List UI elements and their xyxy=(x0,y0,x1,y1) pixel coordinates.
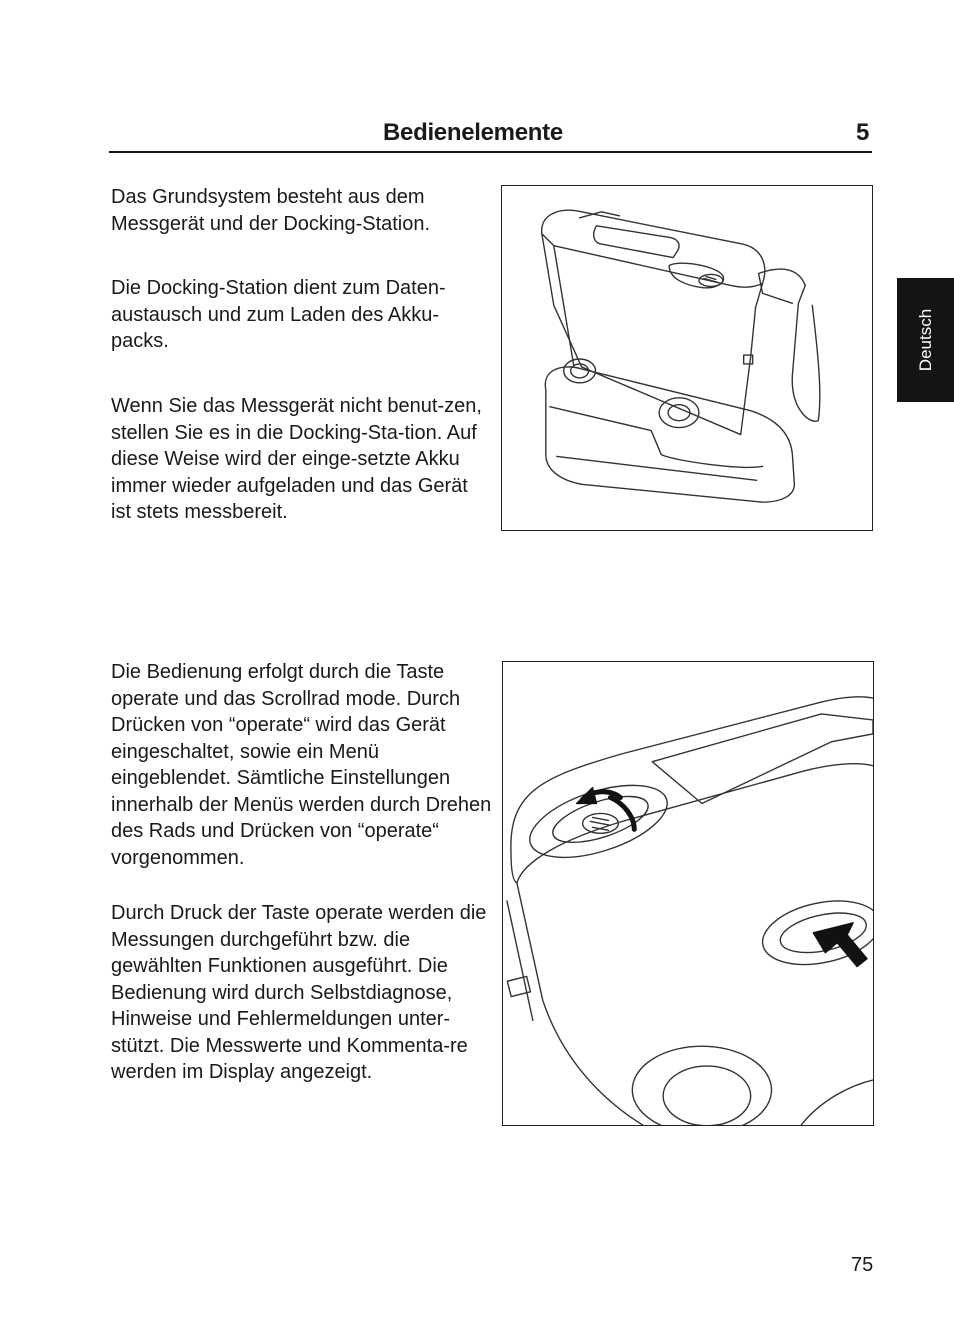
language-tab xyxy=(897,278,954,402)
paragraph-docking-station: Die Docking-Station dient zum Daten-austausch und zum Laden des Akku-packs. xyxy=(111,277,446,352)
paragraph-messbereit: Wenn Sie das Messgerät nicht benut-zen, stellen Sie es in die Docking-Sta-tion. Auf diese Weise wird der einge-setzte Akku immer wieder aufgeladen und das Gerät ist stets messbereit. xyxy=(111,395,482,523)
scroll-wheel-and-operate-button-illustration xyxy=(503,662,873,1125)
page-title: Bedienelemente xyxy=(383,119,563,146)
paragraph-bedienung: Die Bedienung erfolgt durch die Taste operate und das Scrollrad mode. Durch Drücken von “operate“ wird das Gerät eingeschaltet, sowie ein Menü eingeblendet. Sämtliche Einstellungen innerhalb der Menüs werden durch Drehen des Rads und Drücken von “operate“ vorgenommen. xyxy=(111,661,492,869)
paragraph-operate-taste: Durch Druck der Taste operate werden die Messungen durchgeführt bzw. die gewählten Funktionen ausgeführt. Die Bedienung wird durch Selbstdiagnose, Hinweise und Fehlermeldungen unter-stützt. Die Messwerte und Kommenta-re werden im Display angezeigt. xyxy=(111,902,487,1083)
device-in-docking-station-illustration xyxy=(502,186,872,530)
header-divider xyxy=(109,151,872,153)
figure-docking-station xyxy=(501,185,873,531)
paragraph-grundsystem: Das Grundsystem besteht aus dem Messgerät und der Docking-Station. xyxy=(111,186,431,235)
figure-controls-closeup xyxy=(502,661,874,1126)
chapter-number: 5 xyxy=(856,119,870,146)
language-tab-label: Deutsch xyxy=(915,308,935,372)
page-number: 75 xyxy=(851,1254,874,1276)
